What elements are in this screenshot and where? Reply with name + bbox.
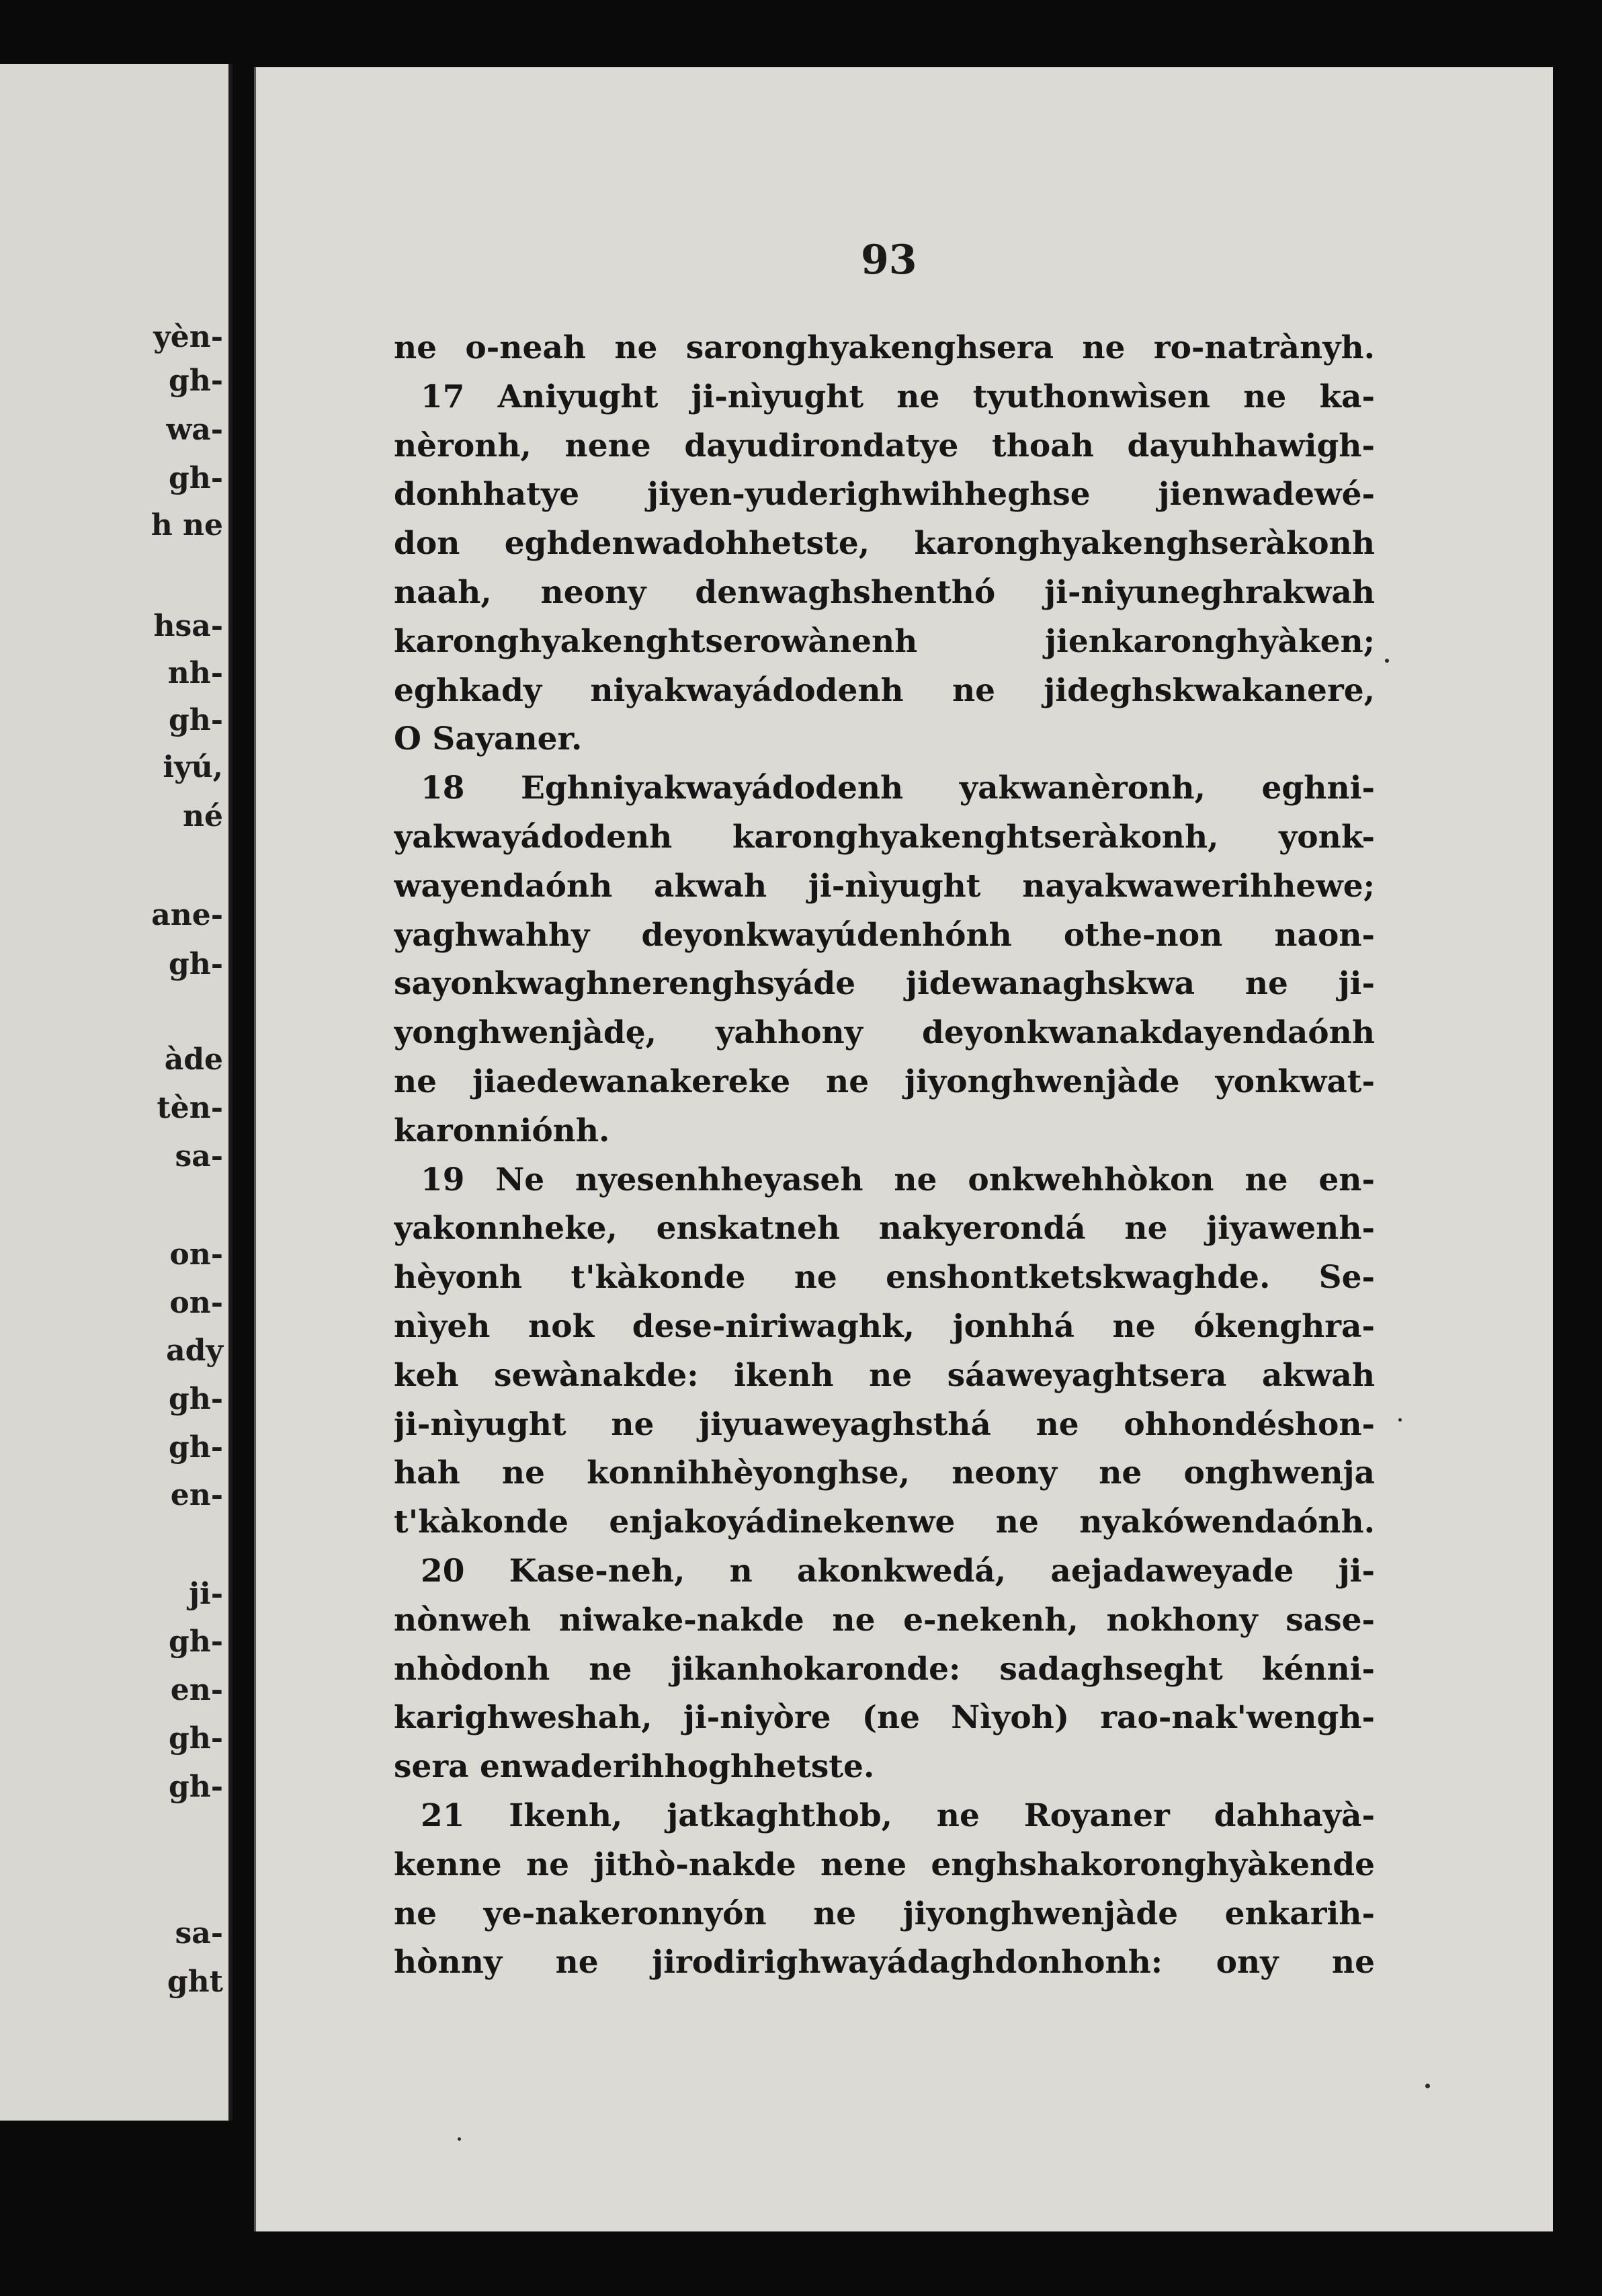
left-margin-fragment: àde (164, 1042, 223, 1077)
text-line: hèyonh t'kàkonde ne enshontketskwaghde. Se- (394, 1259, 1375, 1297)
text-line: 18 Eghniyakwayádodenh yakwanèronh, eghni- (421, 770, 1375, 807)
text-line: nìyeh nok dese-niriwaghk, jonhhá ne ókenghra- (394, 1307, 1375, 1345)
left-margin-fragment: yèn- (153, 320, 223, 354)
text-line: 21 Ikenh, jatkaghthob, ne Royaner dahhayà- (421, 1797, 1375, 1834)
text-line: keh sewànakde: ikenh ne sáaweyaghtsera akwah (394, 1356, 1375, 1394)
left-margin-fragment: wa- (166, 413, 223, 447)
left-margin-fragment: né (183, 799, 223, 833)
left-facing-page (0, 64, 233, 2121)
page-number: 93 (861, 237, 917, 284)
left-margin-fragment: nh- (167, 656, 223, 690)
text-line: yakwayádodenh karonghyakenghtseràkonh, yonk- (394, 818, 1375, 856)
text-line: 17 Aniyught ji-nìyught ne tyuthonwìsen ne ka- (421, 378, 1375, 415)
text-line: hah ne konnihhèyonghse, neony ne onghwenja (394, 1454, 1375, 1492)
left-margin-fragment: gh- (168, 1430, 223, 1465)
left-margin-fragment: on- (169, 1286, 223, 1320)
text-line: eghkady niyakwayádodenh ne jideghskwakanere, (394, 671, 1375, 709)
left-margin-fragment: tèn- (157, 1091, 223, 1125)
text-line: 19 Ne nyesenhheyaseh ne onkwehhòkon ne en- (421, 1161, 1375, 1198)
text-line: kenne ne jithò-nakde nene enghshakoronghyàkende (394, 1846, 1375, 1883)
left-margin-fragment: on- (169, 1237, 223, 1272)
left-margin-fragment: ane- (151, 898, 223, 932)
left-margin-fragment: en- (170, 1478, 223, 1512)
text-line: nèronh, nene dayudirondatye thoah dayuhhawigh- (394, 427, 1375, 464)
text-line: sera enwaderihhoghhetste. (394, 1748, 875, 1786)
text-line: ne jiaedewanakereke ne jiyonghwenjàde yonkwat- (394, 1063, 1375, 1100)
left-margin-fragment: hsa- (153, 609, 223, 643)
text-line: don eghdenwadohhetste, karonghyakenghseràkonh (394, 525, 1375, 563)
text-line: ne ye-nakeronnyón ne jiyonghwenjàde enkarih- (394, 1895, 1375, 1932)
text-line: wayendaónh akwah ji-nìyught nayakwawerihhewe; (394, 867, 1375, 905)
dust-speck (1398, 1418, 1402, 1422)
right-page (254, 67, 1553, 2231)
dust-speck (1425, 2084, 1430, 2088)
dust-speck (458, 2137, 461, 2141)
left-margin-fragment: iyú, (163, 750, 223, 784)
text-line: yakonnheke, enskatneh nakyerondá ne jiyawenh- (394, 1210, 1375, 1247)
left-margin-fragment: gh- (168, 1770, 223, 1804)
text-line: donhhatye jiyen-yuderighwihheghse jienwadewé- (394, 476, 1375, 514)
left-margin-fragment: gh- (168, 1625, 223, 1659)
left-margin-fragment: ght (167, 1965, 223, 1999)
text-line: nònweh niwake-nakde ne e-nekenh, nokhony sase- (394, 1601, 1375, 1639)
text-line: ji-nìyught ne jiyuaweyaghsthá ne ohhondéshon- (394, 1405, 1375, 1443)
left-margin-fragment: gh- (168, 947, 223, 981)
left-margin-fragment: gh- (168, 461, 223, 495)
left-margin-fragment: gh- (168, 364, 223, 398)
text-line: 20 Kase-neh, n akonkwedá, aejadaweyade ji- (421, 1552, 1375, 1590)
left-margin-fragment: gh- (168, 1721, 223, 1756)
left-margin-fragment: gh- (168, 1382, 223, 1416)
text-line: hònny ne jirodirighwayádaghdonhonh: ony ne (394, 1944, 1375, 1981)
text-line: karonniónh. (394, 1112, 610, 1149)
text-line: karighweshah, ji-niyòre (ne Nìyoh) rao-nak'wengh- (394, 1699, 1375, 1737)
text-line: karonghyakenghtserowànenh jienkaronghyàken; (394, 622, 1375, 660)
text-line: yonghwenjàdę, yahhony deyonkwanakdayendaónh (394, 1014, 1375, 1052)
left-margin-fragment: sa- (175, 1139, 223, 1174)
text-line: O Sayaner. (394, 721, 583, 758)
left-margin-fragment: ji- (189, 1577, 223, 1611)
left-margin-fragment: sa- (175, 1916, 223, 1951)
text-line: ne o-neah ne saronghyakenghsera ne ro-natrànyh. (394, 329, 1375, 366)
text-line: nhòdonh ne jikanhokaronde: sadaghseght kénni- (394, 1650, 1375, 1688)
left-margin-fragment: gh- (168, 703, 223, 737)
dust-speck (1385, 659, 1389, 663)
left-margin-fragment: h ne (151, 508, 223, 542)
text-line: t'kàkonde enjakoyádinekenwe ne nyakówendaónh. (394, 1504, 1375, 1541)
body-text (394, 324, 1375, 1987)
text-line: yaghwahhy deyonkwayúdenhónh othe-non naon- (394, 916, 1375, 954)
text-line: sayonkwaghnerenghsyáde jidewanaghskwa ne ji- (394, 965, 1375, 1003)
left-margin-fragment: en- (170, 1673, 223, 1707)
left-margin-fragment: ady (166, 1334, 223, 1368)
text-line: naah, neony denwaghshenthó ji-niyuneghrakwah (394, 573, 1375, 611)
